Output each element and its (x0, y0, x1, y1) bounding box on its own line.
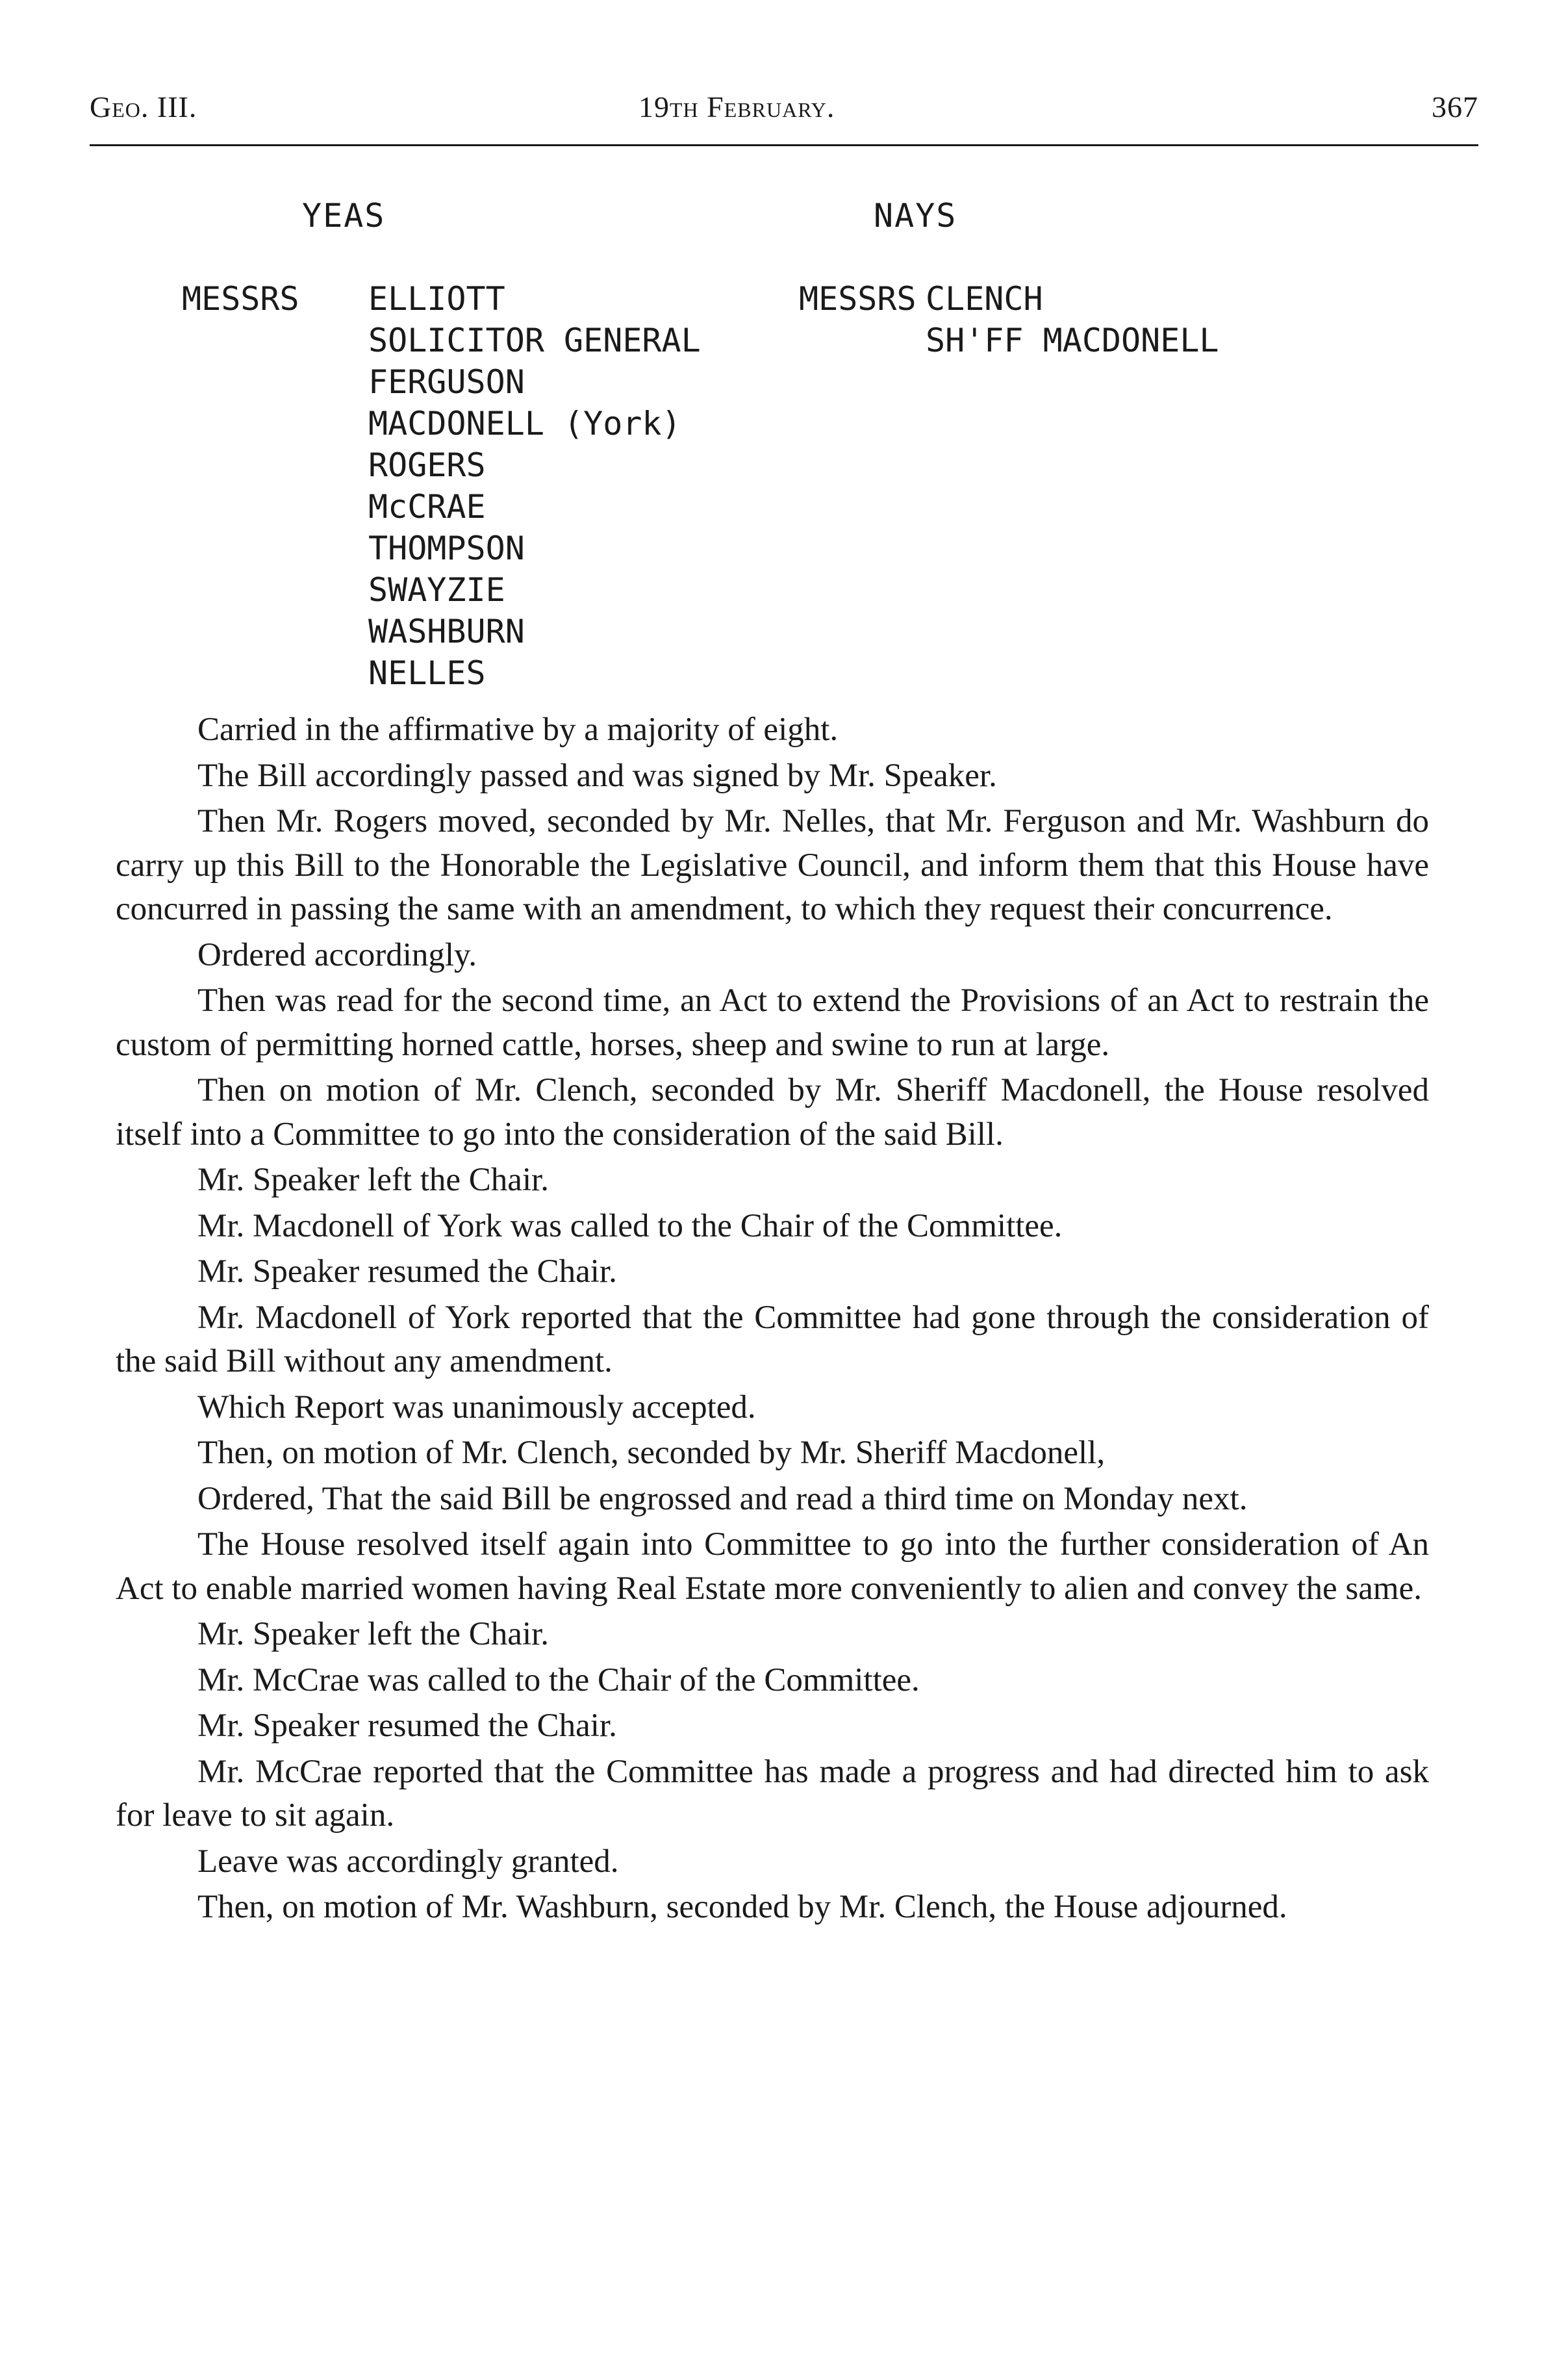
yea-member: WASHBURN (368, 613, 525, 650)
yeas-messrs-label: MESSRS (182, 280, 299, 318)
paragraph: Mr. McCrae reported that the Committee has made a progress and had directed him to ask for leave to sit again. (116, 1753, 1429, 1834)
yeas-title: YEAS (302, 197, 386, 235)
yea-member: ROGERS (368, 446, 486, 484)
paragraph: Then was read for the second time, an Act to extend the Provisions of an Act to restrain the custom of permitting horned cattle, horses, sheep and swine to run at large. (116, 982, 1429, 1063)
paragraph: Then Mr. Rogers moved, seconded by Mr. Nelles, that Mr. Ferguson and Mr. Washburn do carry up this Bill to the Honorable the Legislative Council, and inform them that this House have concurred in passing the same with an amendment, to which they request their concurrence. (116, 803, 1429, 927)
nays-list (926, 278, 1219, 361)
yea-member: MACDONELL (York) (368, 405, 681, 442)
paragraph: Leave was accordingly granted. (197, 1843, 619, 1880)
paragraph: Mr. Speaker resumed the Chair. (197, 1253, 617, 1290)
paragraph: Then, on motion of Mr. Clench, seconded by Mr. Sheriff Macdonell, (197, 1435, 1106, 1471)
paragraph: Ordered accordingly. (197, 936, 477, 973)
paragraph: Then, on motion of Mr. Washburn, seconded by Mr. Clench, the House adjourned. (197, 1889, 1287, 1925)
paragraph: Which Report was unanimously accepted. (197, 1388, 756, 1426)
paragraph: Mr. Macdonell of York was called to the Chair of the Committee. (197, 1207, 1063, 1244)
page-number: 367 (1432, 90, 1478, 123)
yea-member: NELLES (368, 654, 486, 692)
paragraph: Ordered, That the said Bill be engrossed and read a third time on Monday next. (197, 1480, 1248, 1517)
nay-member: CLENCH (926, 280, 1043, 318)
paragraph: Mr. McCrae was called to the Chair of the Committee. (197, 1661, 920, 1698)
nays-messrs-label: MESSRS (799, 280, 917, 318)
yea-member: THOMPSON (368, 530, 525, 567)
journal-text (116, 708, 1429, 1930)
yea-member: FERGUSON (368, 363, 525, 401)
paragraph: Mr. Speaker left the Chair. (197, 1616, 550, 1652)
yea-member: ELLIOTT (368, 280, 505, 318)
header-rule (90, 144, 1478, 146)
yeas-list (368, 278, 701, 694)
yea-member: SWAYZIE (368, 571, 505, 609)
running-header (90, 90, 1478, 135)
yea-member: McCRAE (368, 488, 486, 526)
paragraph: The House resolved itself again into Committee to go into the further consideration of An Act to enable married women having Real Estate more conveniently to alien and convey the same. (116, 1526, 1429, 1607)
paragraph: Mr. Speaker resumed the Chair. (197, 1708, 617, 1744)
nays-title: NAYS (874, 197, 957, 235)
date-label: 19th February. (639, 90, 835, 123)
division-list (0, 195, 1568, 702)
yea-member: SOLICITOR GENERAL (368, 322, 701, 359)
paragraph: Mr. Macdonell of York reported that the Committee had gone through the consideration of the said Bill without any amendment. (116, 1299, 1429, 1379)
paragraph: Then on motion of Mr. Clench, seconded by Mr. Sheriff Macdonell, the House resolved itself into a Committee to go into the consideration of the said Bill. (116, 1072, 1429, 1153)
reign-label: Geo. III. (90, 90, 197, 123)
paragraph: Carried in the affirmative by a majority of eight. (197, 711, 839, 748)
paragraph: The Bill accordingly passed and was signed by Mr. Speaker. (197, 757, 997, 794)
paragraph: Mr. Speaker left the Chair. (197, 1162, 550, 1198)
nay-member: SH'FF MACDONELL (926, 322, 1219, 359)
